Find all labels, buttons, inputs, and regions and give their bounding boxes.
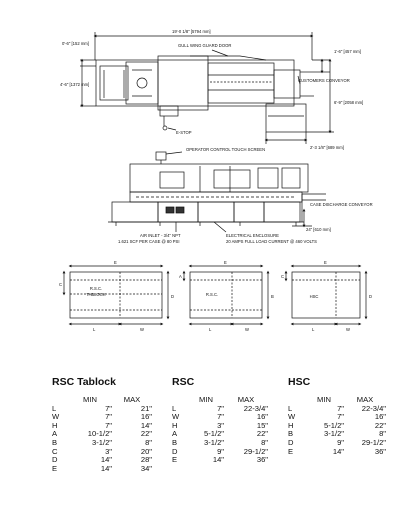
row-max: 8" (261, 437, 268, 447)
estop-label: E-STOP (176, 130, 192, 135)
table-header-max: MAX (237, 395, 255, 404)
table-title: HSC (288, 376, 311, 388)
table-header-min: MIN (83, 395, 97, 404)
row-max: 21" (140, 403, 152, 413)
row-key: E (288, 446, 294, 456)
top-view (80, 32, 334, 144)
row-key: B (172, 437, 178, 447)
table-title: RSC (172, 376, 195, 388)
row-max: 34" (140, 463, 152, 473)
estop-leader (168, 128, 176, 130)
operator-leader (166, 152, 182, 154)
left-offset-label: 0'-6" [152 mm] (62, 41, 89, 46)
table-header-min: MIN (199, 395, 213, 404)
box2-side-dim-1: A (179, 274, 182, 279)
row-min: 3-1/2" (323, 429, 344, 439)
row-max: 22" (374, 420, 386, 430)
row-key: H (288, 420, 294, 430)
row-min: 5-1/2" (203, 429, 224, 439)
box3-side-dim-1: C (281, 274, 285, 279)
row-min: 3" (217, 420, 224, 430)
box1-top-dim: E (114, 260, 117, 265)
box2-bottom-dim-1: L (209, 327, 212, 332)
row-min: 3" (105, 446, 112, 456)
dimension-table (288, 396, 386, 456)
box3-bottom-dim-1: L (312, 327, 315, 332)
row-min: 3-1/2" (91, 437, 112, 447)
row-min: 5-1/2" (323, 420, 344, 430)
box2-bottom-dim-2: W (245, 327, 249, 332)
row-max: 22-3/4" (243, 403, 268, 413)
door-label: GULL WING GUARD DOOR (178, 43, 232, 48)
row-max: 16" (140, 412, 152, 422)
row-max: 16" (256, 412, 268, 422)
box2-top-dim: E (224, 260, 227, 265)
row-key: L (52, 403, 57, 413)
row-min: 7" (217, 412, 224, 422)
case-discharge-label: CASE DISCHARGE CONVEYOR (310, 202, 373, 207)
right-bottom-label: 2'-3 1/8" [689 mm] (310, 145, 344, 150)
box-labels (59, 260, 372, 332)
row-key: H (52, 420, 58, 430)
row-max: 8" (379, 429, 386, 439)
row-key: E (52, 463, 58, 473)
row-key: C (52, 446, 58, 456)
table-row (52, 405, 152, 414)
side-view-labels (118, 147, 373, 244)
row-max: 16" (374, 412, 386, 422)
row-key: W (172, 412, 180, 422)
box2-side-dim-2: B (271, 294, 274, 299)
operator-label-1 (186, 147, 265, 152)
table-title: RSC Tablock (52, 376, 116, 388)
row-min: 7" (105, 412, 112, 422)
row-key: W (288, 412, 296, 422)
row-key: L (172, 403, 177, 413)
box2-line1: R.S.C. (205, 292, 219, 297)
row-max: 20" (140, 446, 152, 456)
box3-top-dim: E (324, 260, 327, 265)
row-min: 7" (105, 420, 112, 430)
table-hsc (288, 376, 386, 456)
table-header-max: MAX (123, 395, 141, 404)
row-max: 29-1/2" (243, 446, 268, 456)
row-key: A (52, 429, 58, 439)
row-key: D (288, 437, 294, 447)
row-max: 36" (374, 446, 386, 456)
box3-side-dim-2: D (369, 294, 373, 299)
row-max: 22" (256, 429, 268, 439)
row-min: 9" (217, 446, 224, 456)
table-row (172, 456, 268, 465)
row-key: H (172, 420, 178, 430)
air-inlet-line1: AIR INLET - 3/4" NPT (140, 233, 181, 238)
row-key: B (288, 429, 294, 439)
row-min: 14" (332, 446, 344, 456)
electrical-line1: ELECTRICAL ENCLOSURE (226, 233, 279, 238)
right-height-label: 6'-9" [2058 mm] (334, 100, 364, 105)
row-max: 29-1/2" (361, 437, 386, 447)
dimension-table (52, 396, 152, 473)
row-min: 7" (337, 403, 344, 413)
left-height-label: 4'-6" [1372 mm] (60, 82, 90, 87)
row-key: A (172, 429, 178, 439)
row-max: 8" (145, 437, 152, 447)
side-24in-label: 24" [610 mm] (306, 227, 331, 232)
operator-screen (156, 152, 166, 160)
dimension-table (172, 396, 268, 465)
row-max: 28" (140, 455, 152, 465)
row-min: 7" (105, 403, 112, 413)
box3-bottom-dim-2: W (346, 327, 350, 332)
row-key: D (52, 455, 58, 465)
row-min: 9" (337, 437, 344, 447)
air-inlet-line2: 1.621 SCF PER CASE @ 80 PSI (118, 239, 180, 244)
row-min: 10-1/2" (87, 429, 112, 439)
box1-bottom-dim-1: L (93, 327, 96, 332)
row-max: 36" (256, 455, 268, 465)
table-rsc-tablock (52, 376, 152, 473)
row-max: 15" (256, 420, 268, 430)
row-max: 22-3/4" (361, 403, 386, 413)
overall-width-label: 19'-0 1/8" [5794 mm] (172, 29, 211, 34)
table-row (52, 465, 152, 474)
customer-conveyor-label: CUSTOMERS CONVEYOR (298, 78, 350, 83)
row-min: 14" (212, 455, 224, 465)
electrical-leader (214, 222, 226, 232)
table-row (52, 439, 152, 448)
row-key: D (172, 446, 178, 456)
operator-control-text: OPERATOR CONTROL TOUCH SCREEN (186, 147, 266, 152)
table-header-row (52, 396, 152, 405)
box-rsc (184, 266, 268, 324)
electrical-enclosure (198, 202, 234, 222)
electrical-line2: 20 AMPS FULL LOAD CURRENT @ 460 VOLTS (226, 239, 317, 244)
row-min: 7" (337, 412, 344, 422)
table-row (52, 413, 152, 422)
row-max: 14" (140, 420, 152, 430)
row-key: L (288, 403, 293, 413)
row-key: E (172, 455, 178, 465)
box1-line1: R.S.C. (89, 286, 103, 291)
box1-bottom-dim-2: W (140, 327, 144, 332)
row-key: W (52, 412, 60, 422)
table-rsc (172, 376, 268, 465)
row-key: B (52, 437, 58, 447)
box3-line1: HSC (309, 294, 319, 299)
box1-line2: TABLOCK (86, 292, 106, 297)
table-header-max: MAX (356, 395, 374, 404)
box-hsc (286, 266, 366, 324)
row-min: 3-1/2" (203, 437, 224, 447)
door-leader (212, 50, 228, 56)
row-max: 22" (140, 429, 152, 439)
table-header-min: MIN (317, 395, 331, 404)
row-min: 14" (100, 463, 112, 473)
box1-side-dim-1: C (59, 282, 63, 287)
box1-side-dim-2: D (171, 294, 175, 299)
table-row (288, 448, 386, 457)
row-min: 7" (217, 403, 224, 413)
right-offset-label: 1'-6" [457 mm] (334, 49, 361, 54)
side-view (108, 152, 326, 232)
box-rsc-tablock (64, 266, 168, 324)
row-min: 14" (100, 455, 112, 465)
